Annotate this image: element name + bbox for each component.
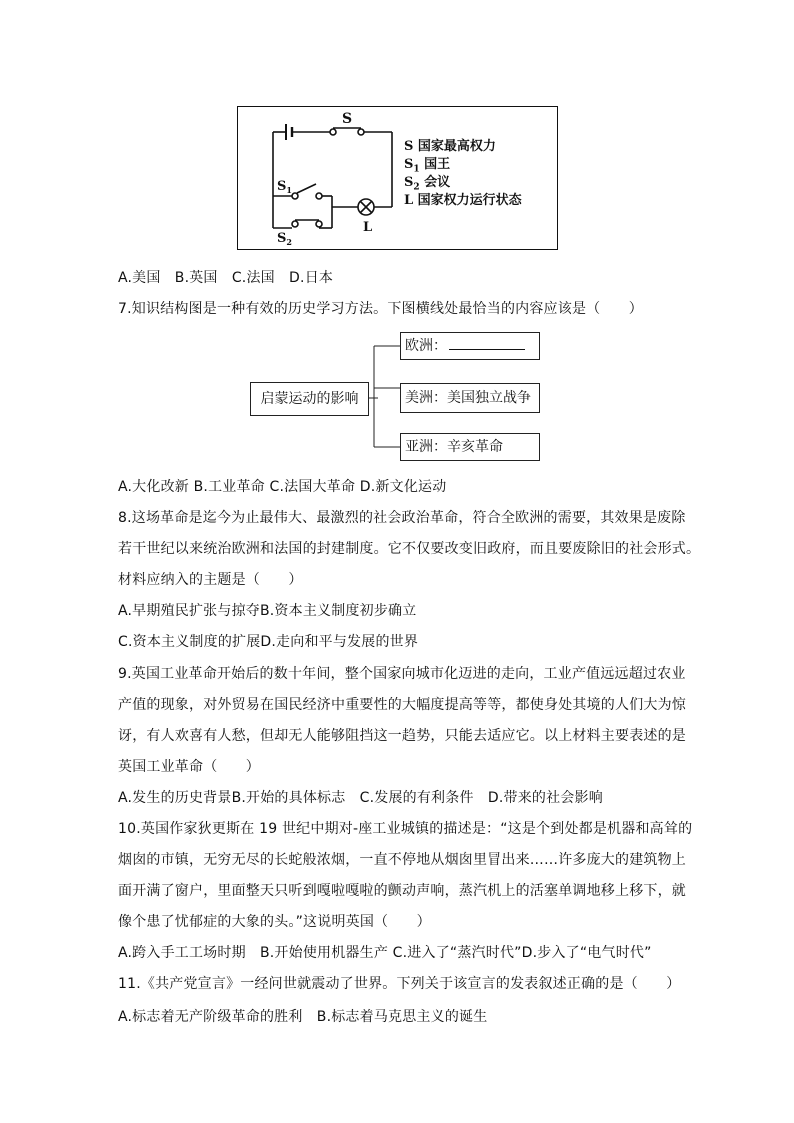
q7-america-label: 美洲：美国独立战争 <box>405 390 531 406</box>
switch-s1-sub: 1 <box>286 185 292 195</box>
q9-options: A.发生的历史背景B.开始的具体标志 C.发展的有利条件 D.带来的社会影响 <box>118 790 603 806</box>
q7-answer-blank <box>449 335 525 350</box>
legend-s1-sub: 1 <box>413 164 420 175</box>
q8-line1: 8.这场革命是迄今为止最伟大、最激烈的社会政治革命，符合全欧洲的需要，其效果是废除 <box>118 510 686 526</box>
q8-line2: 若干世纪以来统治欧洲和法国的封建制度。它不仅要改变旧政府，而且要废除旧的社会形式。 <box>118 541 701 557</box>
q7-asia-box <box>400 433 540 461</box>
q7-america-box <box>400 383 540 413</box>
q9-line1: 9.英国工业革命开始后的数十年间，整个国家向城市化迈进的走向，工业产值远远超过农业 <box>118 666 686 682</box>
switch-s2-sub: 2 <box>286 237 292 247</box>
q11-stem: 11.《共产党宣言》一经问世就震动了世界。下列关于该宣言的发表叙述正确的是（ ） <box>118 976 681 992</box>
q10-line2: 烟囱的市镇，无穷无尽的长蛇般浓烟，一直不停地从烟囱里冒出来……许多庞大的建筑物上 <box>118 852 686 868</box>
switch-s2-letter: S <box>277 231 287 246</box>
legend-s2-sub: 2 <box>413 182 420 193</box>
q10-line4: 像个患了忧郁症的大象的头。”这说明英国（ ） <box>118 914 431 930</box>
q9-line4: 英国工业革命（ ） <box>118 759 260 775</box>
switch-s-label: S <box>342 111 353 127</box>
q6-options: A.美国 B.英国 C.法国 D.日本 <box>118 270 334 286</box>
legend-s <box>404 139 496 155</box>
q7-europe-box <box>400 332 540 360</box>
q10-options: A.跨入手工工场时期 B.开始使用机器生产 C.进入了“蒸汽时代”D.步入了“电气时代” <box>118 945 652 961</box>
switch-s2-label <box>277 231 292 247</box>
legend-s-text: S 国家最高权力 <box>404 139 496 154</box>
lamp-l-label: L <box>363 220 373 235</box>
legend-s2-text: 会议 <box>419 175 451 190</box>
q10-line3: 面开满了窗户，里面整天只听到嘎啦嘎啦的颤动声响，蒸汽机上的活塞单调地移上移下，就 <box>118 883 686 899</box>
q8-line3: 材料应纳入的主题是（ ） <box>118 572 303 588</box>
legend-s1-text: 国王 <box>419 157 451 172</box>
circuit-diagram <box>0 0 794 260</box>
q10-line1: 10.英国作家狄更斯在 19 世纪中期对-座工业城镇的描述是：“这是个到处都是机器和高耸的 <box>118 821 693 837</box>
q9-line3: 讶，有人欢喜有人愁，但却无人能够阻挡这一趋势，只能去适应它。以上材料主要表述的是 <box>118 728 686 744</box>
q7-asia-label: 亚洲：辛亥革命 <box>405 439 503 455</box>
q7-stem: 7.知识结构图是一种有效的历史学习方法。下图横线处最恰当的内容应该是（ ） <box>118 301 643 317</box>
switch-s1-label <box>277 179 292 195</box>
q7-options: A.大化改新 B.工业革命 C.法国大革命 D.新文化运动 <box>118 479 447 495</box>
q11-options: A.标志着无产阶级革命的胜利 B.标志着马克思主义的诞生 <box>118 1009 488 1025</box>
q8-options-1: A.早期殖民扩张与掠夺B.资本主义制度初步确立 <box>118 603 417 619</box>
q8-options-2: C.资本主义制度的扩展D.走向和平与发展的世界 <box>118 634 419 650</box>
legend-l-text: L 国家权力运行状态 <box>404 193 522 208</box>
legend-s2-letter: S <box>404 175 414 190</box>
q7-europe-label: 欧洲： <box>405 338 447 354</box>
q7-center-box <box>250 382 369 416</box>
switch-s1-letter: S <box>277 179 287 194</box>
legend-s1-letter: S <box>404 157 414 172</box>
q7-center-label: 启蒙运动的影响 <box>260 391 359 407</box>
q9-line2: 产值的现象，对外贸易在国民经济中重要性的大幅度提高等等，都使身处其境的人们大为惊 <box>118 697 686 713</box>
legend-l <box>404 193 522 209</box>
